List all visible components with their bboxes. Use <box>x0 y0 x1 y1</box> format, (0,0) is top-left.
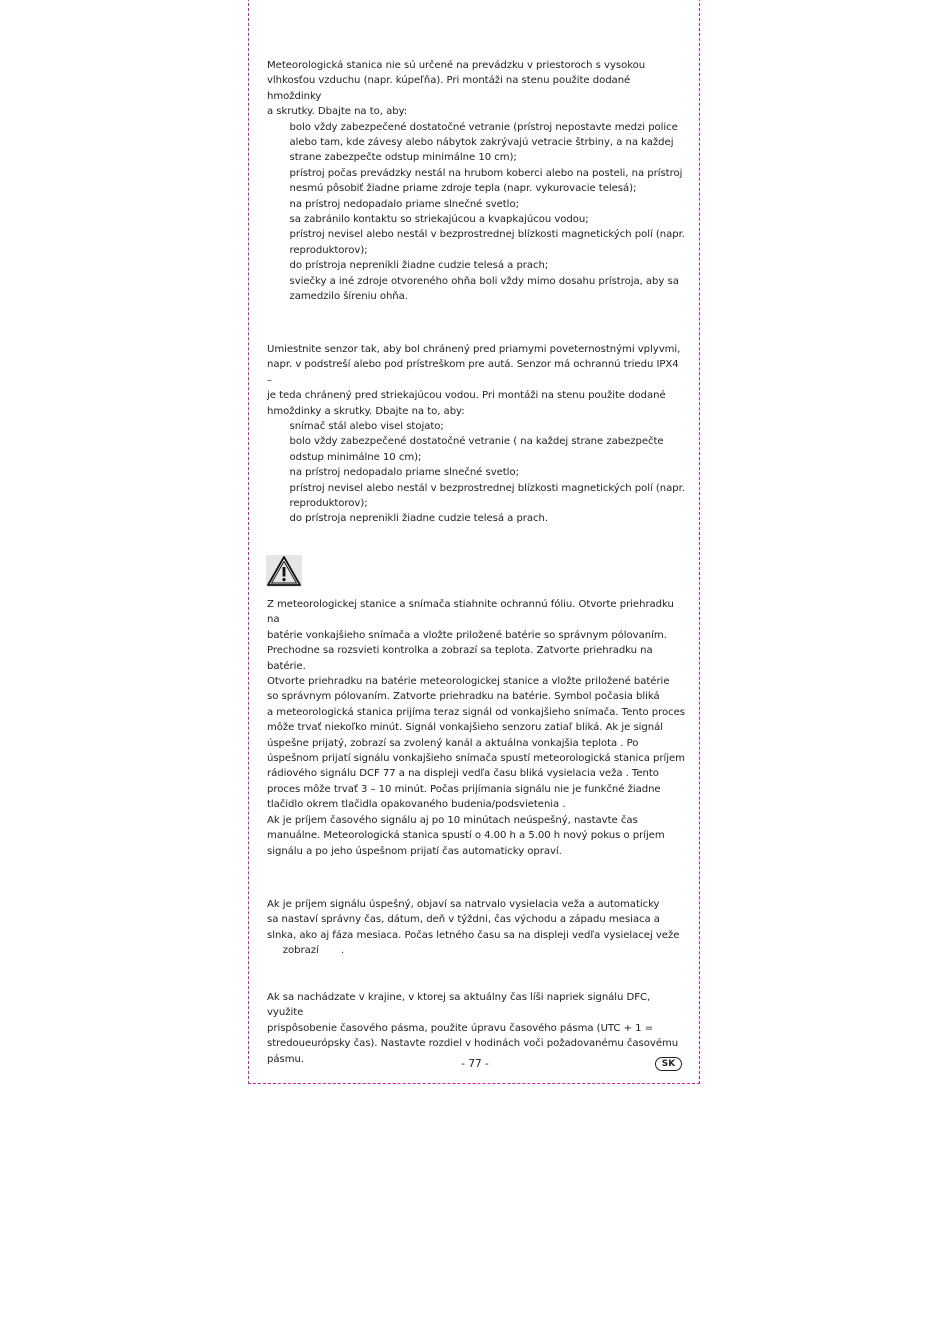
page-number: - 77 - <box>461 1058 489 1070</box>
bullet-line: do prístroja neprenikli žiadne cudzie telesá a prach. <box>289 513 549 525</box>
bullet-line: prístroj nevisel alebo nestál v bezprostrednej blízkosti magnetických polí (napr. <box>289 229 685 241</box>
text-line: pásmu. <box>267 1053 304 1065</box>
bullet-line: na prístroj nedopadalo priame slnečné svetlo; <box>289 467 519 479</box>
text-line: úspešnom prijatí signálu vonkajšieho snímača spustí meteorologická stanica príjem <box>267 753 685 765</box>
bullet-line: odstup minimálne 10 cm); <box>289 451 422 463</box>
bullet-line: sa zabránilo kontaktu so striekajúcou a kvapkajúcou vodou; <box>289 214 589 226</box>
text-line: Z meteorologickej stanice a snímača stiahnite ochrannú fóliu. Otvorte priehradku na <box>267 599 674 626</box>
text-line: signálu a po jeho úspešnom prijatí čas automaticky opraví. <box>267 845 562 857</box>
bullet-line: nesmú pôsobiť žiadne priame zdroje tepla (napr. vykurovacie telesá); <box>289 183 637 195</box>
bullet-line: reproduktorov); <box>289 244 368 256</box>
text-line: hmoždinky a skrutky. Dbajte na to, aby: <box>267 405 465 417</box>
text-line: Otvorte priehradku na batérie meteorologickej stanice a vložte priložené batérie <box>267 676 670 688</box>
text-line: stredoueurópsky čas). Nastavte rozdiel v hodinách voči požadovanému časovému <box>267 1038 679 1050</box>
station-placement-text <box>267 58 685 305</box>
text-line: Ak je príjem časového signálu aj po 10 minútach neúspešný, nastavte čas <box>267 814 638 826</box>
text-line: prispôsobenie časového pásma, použite úpravu časového pásma (UTC + 1 = <box>267 1022 654 1034</box>
text-line: Ak je príjem signálu úspešný, objaví sa natrvalo vysielacia veža a automaticky <box>267 899 660 910</box>
text-line: zobrazí . <box>267 945 345 957</box>
bullet-line: prístroj počas prevádzky nestál na hrubom koberci alebo na posteli, na prístroj <box>289 167 683 179</box>
text-line: vlhkosťou vzduchu (napr. kúpeľňa). Pri montáži na stenu použite dodané hmoždinky <box>267 75 631 102</box>
text-line: napr. v podstreší alebo pod prístreškom pre autá. Senzor má ochrannú triedu IPX4 – <box>267 359 679 386</box>
text-line: rádiového signálu DCF 77 a na displeji vedľa času bliká vysielacia veža . Tento <box>267 768 659 780</box>
time-zone-text <box>267 990 685 1067</box>
bullet-line: strane zabezpečte odstup minimálne 10 cm); <box>289 152 517 164</box>
text-line: tlačidlo okrem tlačidla opakovaného budenia/podsvietenia . <box>267 799 566 811</box>
text-line: so správnym pólovaním. Zatvorte priehradku na batérie. Symbol počasia bliká <box>267 691 660 703</box>
text-line: a meteorologická stanica prijíma teraz signál od vonkajšieho snímača. Tento proces <box>267 706 686 718</box>
warning-triangle-icon <box>266 555 302 587</box>
language-badge: SK <box>655 1057 682 1071</box>
text-line: slnka, ako aj fáza mesiaca. Počas letného času sa na displeji vedľa vysielacej veže <box>267 929 680 941</box>
text-line: batérie. <box>267 660 306 672</box>
bullet-line: reproduktorov); <box>289 498 368 510</box>
text-line: Umiestnite senzor tak, aby bol chránený pred priamymi poveternostnými vplyvmi, <box>267 344 681 355</box>
bullet-line: alebo tam, kde závesy alebo nábytok zakrývajú vetracie štrbiny, a na každej <box>289 137 674 149</box>
text-line: je teda chránený pred striekajúcou vodou. Pri montáži na stenu použite dodané <box>267 390 666 402</box>
bullet-line: snímač stál alebo visel stojato; <box>289 421 444 433</box>
text-line: sa nastaví správny čas, dátum, deň v týždni, čas východu a západu mesiaca a <box>267 914 660 926</box>
text-line: manuálne. Meteorologická stanica spustí o 4.00 h a 5.00 h nový pokus o príjem <box>267 830 665 842</box>
signal-success-text <box>267 897 685 959</box>
bullet-line: bolo vždy zabezpečené dostatočné vetranie ( na každej strane zabezpečte <box>289 436 664 448</box>
bullet-line: na prístroj nedopadalo priame slnečné svetlo; <box>289 198 519 210</box>
text-line: a skrutky. Dbajte na to, aby: <box>267 106 408 118</box>
sensor-placement-text <box>267 342 685 527</box>
text-line: batérie vonkajšieho snímača a vložte priložené batérie so správnym pólovaním. <box>267 629 667 641</box>
text-line: môže trvať niekoľko minút. Signál vonkajšieho senzoru zatiaľ bliká. Ak je signál <box>267 722 664 734</box>
text-line: Ak sa nachádzate v krajine, v ktorej sa aktuálny čas líši napriek signálu DFC, využite <box>267 992 651 1019</box>
text-line: proces môže trvať 3 – 10 minút. Počas prijímania signálu nie je funkčné žiadne <box>267 783 661 795</box>
bullet-line: bolo vždy zabezpečené dostatočné vetranie (prístroj nepostavte medzi police <box>289 121 678 133</box>
bullet-line: sviečky a iné zdroje otvoreného ohňa boli vždy mimo dosahu prístroja, aby sa <box>289 275 679 287</box>
commissioning-text <box>267 597 685 859</box>
text-line: Prechodne sa rozsvieti kontrolka a zobrazí sa teplota. Zatvorte priehradku na <box>267 645 653 657</box>
bullet-line: zamedzilo šíreniu ohňa. <box>289 291 408 303</box>
bullet-line: do prístroja neprenikli žiadne cudzie telesá a prach; <box>289 260 549 272</box>
text-line: úspešne prijatý, zobrazí sa zvolený kanál a aktuálna vonkajšia teplota . Po <box>267 737 639 749</box>
text-line: Meteorologická stanica nie sú určené na prevádzku v priestoroch s vysokou <box>267 60 646 71</box>
bullet-line: prístroj nevisel alebo nestál v bezprostrednej blízkosti magnetických polí (napr. <box>289 482 685 494</box>
